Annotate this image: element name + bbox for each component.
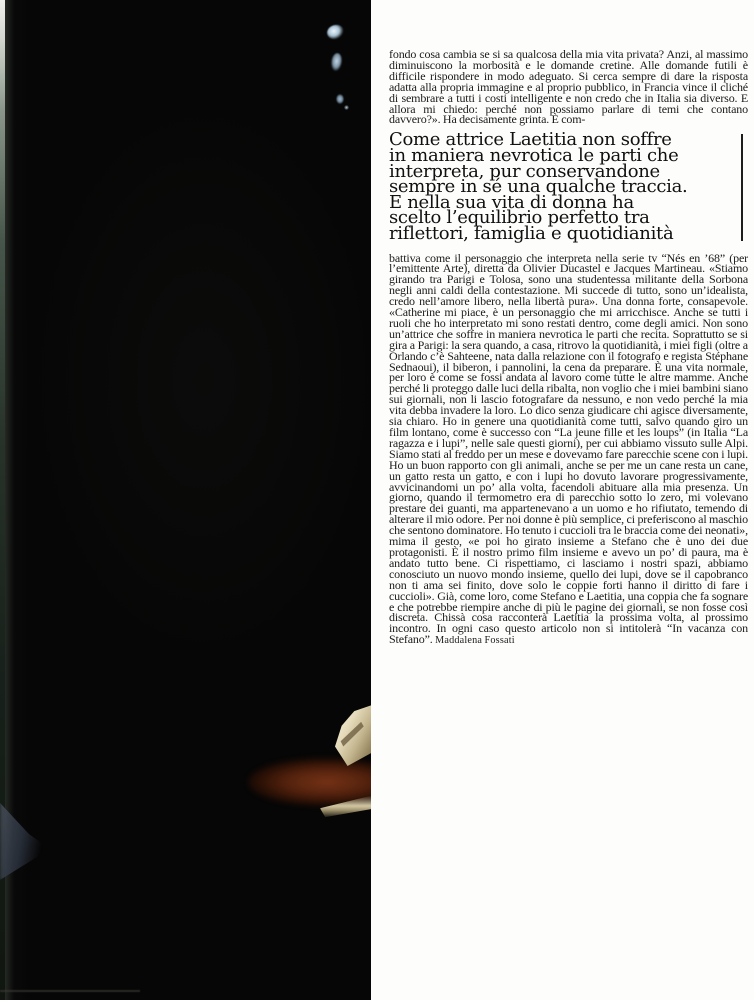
- pull-quote-line: sempre in sé una qualche traccia.: [389, 176, 688, 198]
- body-paragraph: [389, 250, 748, 648]
- dark-interior-photo: [0, 0, 371, 1000]
- pull-quote-line: Come attrice Laetitia non soffre: [389, 129, 672, 151]
- pull-quote-line: E nella sua vita di donna ha: [389, 191, 634, 213]
- photo-shading: [0, 0, 371, 1000]
- intro-paragraph: fondo cosa cambia se si sa qualcosa della mia vita privata? Anzi, al massimo diminuiscono la morbosità e le domande cretine. Alle domande futili è difficile rispondere in modo adeguato. Si cerca sempre di dare la risposta adatta alla propria immagine e al proprio pubblico, in Francia vince il cliché di sembrare a tutti i costi intelligente e non credo che in Italia sia diverso. E allora mi chiedo: perché non possiamo parlare di temi che contano davvero?». Ha decisamente grinta. È com-: [389, 47, 748, 127]
- byline: Maddalena Fossati: [435, 635, 515, 647]
- pull-quote-line: interpreta, pur conservandone: [389, 160, 660, 182]
- specular-highlight: [336, 94, 344, 104]
- pull-quote-line: scelto l’equilibrio perfetto tra: [389, 207, 650, 229]
- pull-quote: [389, 129, 748, 244]
- body-paragraph-text: battiva come il personaggio che interpreta nella serie tv “Nés en ’68” (per l’emittente Arte), diretta da Olivier Ducastel e Jacques Martineau. «Stiamo girando tra Parigi e Tolosa, sono una studentessa militante della Sorbona negli anni caldi della contestazione. Mi succede di tutto, sono un’idealista, credo nell’amore libero, nella libertà pura». Una donna forte, consapevole. «Catherine mi piace, è un personaggio che mi arricchisce. Anche se tutti i ruoli che ho interpretato mi sono restati dentro, come degli amici. Non sono un’attrice che soffre in maniera nevrotica le parti che recita. Soprattutto se si gira a Parigi: la sera quando, a casa, ritrovo la quotidianità, i miei figli (oltre a Orlando c’è Sahteene, nata dalla relazione con il fotografo e regista Stéphane Sednaoui), il biberon, i pannolini, la cena da preparare. È una vita normale, per loro è come se fossi andata al lavoro come tutte le altre mamme. Anche perché li proteggo dalle luci della ribalta, non voglio che i miei bambini siano sui giornali, non li lascio fotografare da nessuno, e non vedo perché la mia vita debba invadere la loro. Lo dico senza giudicare chi agisce diversamente, sia chiaro. Ho in genere una quotidianità come tutti, salvo quando giro un film lontano, come è successo con “La jeune fille et les loups” (in Italia “La ragazza e i lupi”, nelle sale questi giorni), per cui abbiamo vissuto sulle Alpi. Siamo stati al freddo per un mese e dovevamo fare parecchie scene con i lupi. Ho un buon rapporto con gli animali, anche se per me un cane resta un cane, un gatto resta un gatto, e con i lupi ho dovuto lavorare progressivamente, avvicinandomi un po’ alla volta, facendoli abituare alla mia presenza. Un giorno, quando il termometro era di parecchio sotto lo zero, mi volevano prestare dei guanti, ma appartenevano a un uomo e ho rifiutato, temendo di alterare il mio odore. Per noi donne è più semplice, ci preferiscono al maschio che sentono dominatore. Ho tenuto i cuccioli tra le braccia come dei neonati», mima il gesto, «e poi ho girato insieme a Stefano che è uno dei due protagonisti. È il nostro primo film insieme e avevo un po’ di paura, ma è andato tutto bene. Ci rispettiamo, ci lasciamo i nostri spazi, abbiamo conosciuto un nuovo mondo insieme, quello dei lupi, dove se il capobranco non ti ama sei finito, dove solo le coppie forti hanno il diritto di fare i cuccioli». Già, come loro, come Stefano e Laetitia, una coppia che fa sognare e che potrebbe riempire anche di più le pagine dei giornali, se non fosse così discreta. Chissà cosa racconterà Laetitia la prossima volta, al prossimo incontro. In ogni caso questo articolo non si intitolerà “In vacanza con Stefano”.: [389, 250, 748, 647]
- photo-bottom-edge: [0, 990, 140, 992]
- article-column: [389, 49, 748, 647]
- pull-quote-rule: [741, 134, 743, 241]
- pull-quote-line: in maniera nevrotica le parti che: [389, 144, 679, 166]
- specular-highlight: [344, 105, 349, 110]
- pull-quote-line: riflettori, famiglia e quotidianità: [389, 222, 674, 244]
